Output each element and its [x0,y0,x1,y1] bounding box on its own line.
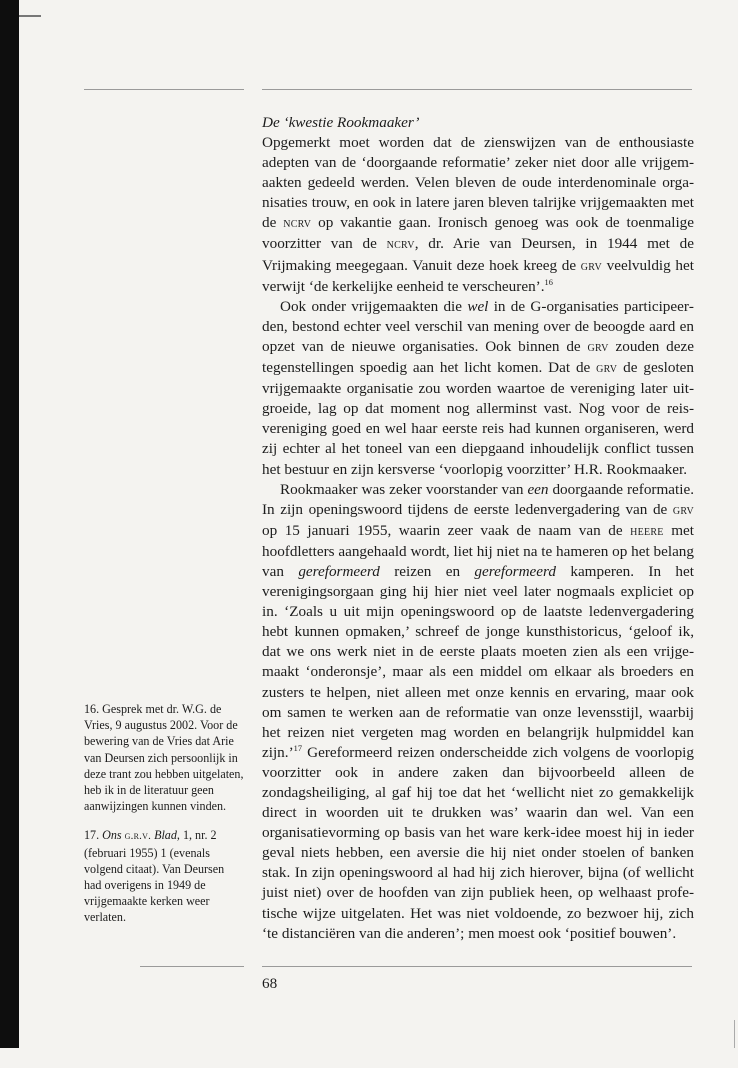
text-run: een [527,480,549,498]
text-run: grv [580,258,602,274]
text-run: op vakantie gaan. Ironisch genoeg was ook de toenmalige voorzitter van de [262,214,694,253]
text-run: reizen en [379,562,475,580]
scan-edge-mark [19,15,41,17]
text-run: 16. Gesprek met dr. W.G. de Vries, 9 augustus 2002. Voor de bewering van de Vries dat Arie van Deursen zich persoonlijk in deze trant zou hebben uitgelaten, heb ik in de literatuur geen aanwijzingen kunnen vinden. [84,702,244,814]
bottom-rule-margin [140,966,244,967]
text-run: grv [596,361,618,377]
text-run: Ook onder vrijgemaakten die [280,297,468,315]
text-run: g.r.v. [124,830,152,843]
text-run: ncrv [386,237,415,253]
text-run: veelvuldig het verwijt ‘de kerkelijke eenheid te verscheuren’. [262,256,694,295]
text-run: doorgaande reformatie. In zijn openingswoord tijdens de eerste ledenvergadering van de [262,480,695,518]
footnote-ref: 16 [544,277,553,287]
text-run: kamperen. In het verenigingsorgaan ging hij hier niet veel later nogmaals expliciet op in. ‘Zoals u uit mijn openingswoord op de laatste ledenvergadering hebt kunnen opmaken,’ schreef de jonge kunsthistoricus, ‘geloof ik, dat we ons werk niet in de eerste plaats moeten zien als een vrijgemaakt ‘onderonsje’, maar als een middel om elkaar als broeders en zusters te helpen, niet alleen met onze kennis en ervaring, maar ook om samen te werken aan de reformatie van onze levensstijl, waarbij het reizen niet vergeten mag worden en belangrijk hulpmiddel kan zijn.’ [262,562,694,761]
text-run: ncrv [283,216,312,232]
text-run: Gereformeerd reizen onderscheidde zich volgens de voorlopig voorzitter ook in andere zaken dan bijvoorbeeld alleen de zondagsheiliging, al gaf hij toe dat het ‘wellicht niet zo gemakkelijk direct in woorden uit te drukken was’ waarin dan wel. Van een organisatievorming op basis van het ware kerk-idee moest hij in ieder geval niets hebben, een aversie die hij niet onder stoelen of banken stak. In zijn openingswoord al had hij zich hierover, bijna (of wellicht juist niet) over de hoofden van zijn publiek heen, op welhaast profetische wijze uitgelaten. Het was niet voldoende, zo bezwoer hij, zich ‘te distanciëren van die anderen’; men moest ook ‘positief bouwen’. [262,743,694,942]
paragraph [262,133,694,297]
text-run: Blad [154,828,177,843]
text-run: Rookmaaker was zeker voorstander van [280,480,528,498]
text-run: gereformeerd [298,562,380,580]
footnote [84,701,244,814]
section-heading: De ‘kwestie Rookmaaker’ [262,114,420,131]
text-run: , dr. Arie van Deursen, in 1944 met de Vrijmaking meegegaan. Vanuit deze hoek kreeg de [262,235,694,274]
scan-edge-line [734,1020,735,1048]
main-text-column [262,133,694,944]
footnote [84,827,244,925]
bottom-rule-text [262,966,692,967]
paragraph [262,480,694,944]
text-run: gereformeerd [474,562,556,580]
text-run: Opgemerkt moet worden dat de zienswijzen van de enthousiaste adepten van de ‘doorgaande reformatie’ zeker niet door alle vrijgemaakten gedeeld werden. Velen bleven de oude interdenominale organisaties trouw, en ook in latere jaren bleven talrijke vrijgemaakten met de [262,134,694,232]
text-run: 17. [84,828,103,843]
top-rule-text [262,89,692,90]
text-run: grv [587,339,609,355]
text-run: met hoofdletters aangehaald wordt, liet hij niet na te hameren op het belang van [262,521,694,580]
text-run: in de G-organisaties participeerden, bestond echter veel verschil van mening over de beoogde aard en opzet van de nieuwe organisaties. Ook binnen de [262,297,694,355]
text-run: wel [467,297,489,315]
paragraph [262,297,694,480]
text-run: op 15 januari 1955, waarin zeer vaak de naam van de [262,521,631,539]
footnote-ref: 17 [293,743,302,753]
text-run: , 1, nr. 2 (februari 1955) 1 (evenals volgend citaat). Van Deursen had overigens in 1949 de vrijgemaakte kerken weer verlaten. [84,828,225,925]
text-run: heere [630,523,664,539]
text-run: Ons [102,828,122,843]
footnotes-column [84,701,244,926]
text-run: zouden deze tegenstellingen spoedig aan het licht komen. Dat de [262,337,694,377]
text-run: de gesloten vrijgemaakte organisatie zou worden waartoe de vereniging later uitgroeide, lag op dat moment nog allerminst vast. Nog voor de reisvereniging goed en wel haar eerste reis had kunnen organiseren, werd zij echter al het toneel van een diepgaand inhoudelijk conflict tussen het bestuur en zijn kersverse ‘voorlopig voorzitter’ H.R. Rookmaaker. [262,359,694,478]
page-number: 68 [262,975,278,992]
top-rule-margin [84,89,244,90]
scan-binding-shadow [0,0,19,1048]
text-run: grv [672,502,694,518]
